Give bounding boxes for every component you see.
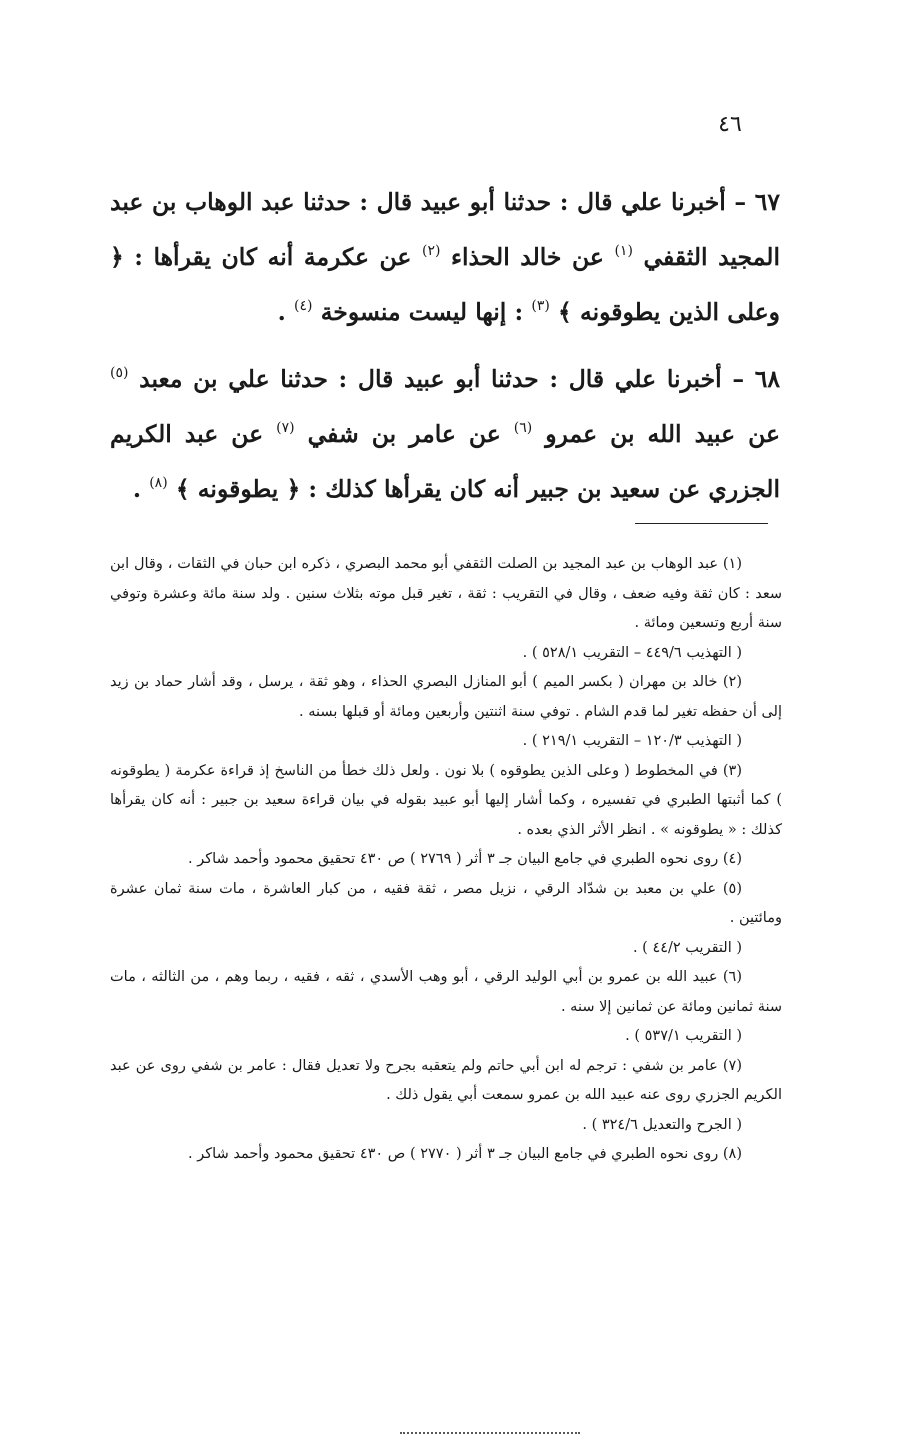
paragraph-number: ٦٧ <box>754 188 780 216</box>
footnote-7-source: ( الجرح والتعديل ٣٢٤/٦ ) . <box>582 1116 742 1133</box>
footnote-separator <box>635 523 768 524</box>
footnote-8: (٨) روى نحوه الطبري في جامع البيان جـ ٣ أثر ( ٢٧٧٠ ) ص ٤٣٠ تحقيق محمود وأحمد شاكر . <box>188 1146 742 1162</box>
paragraph-number: ٦٨ <box>754 365 780 393</box>
footnote-2-source: ( التهذيب ١٢٠/٣ – التقريب ٢١٩/١ ) . <box>522 733 742 749</box>
footnote-3: (٣) في المخطوط ( وعلى الذين يطوقوه ) بلا نون . ولعل ذلك خطأ من الناسخ إذ قراءة عكرمة ( يطوقونه ) كما أثبتها الطبري في تفسيره ، وكما أشار إليها أبو عبيد بقوله في بيان قراءة سعيد بن جبير : أنه كان يقرأها كذلك : « يطوقونه » . انظر الأثر الذي بعده . <box>110 762 782 838</box>
footnote-ref[interactable]: (٤) <box>294 298 313 314</box>
footnote-ref[interactable]: (١) <box>614 243 633 259</box>
footnote-2: (٢) خالد بن مهران ( بكسر الميم ) أبو المنازل البصري الحذاء ، وهو ثقة ، يرسل ، وقد أشار حماد بن زيد إلى أن حفظه تغير لما قدم الشام . توفي سنة اثنتين وأربعين ومائة أو قبلها بسنه . <box>110 674 782 720</box>
paragraph-text: : إنها ليست منسوخة <box>320 298 532 326</box>
footnote-ref[interactable]: (٣) <box>531 298 550 314</box>
paragraph-text: عن عبد الكريم الجزري عن سعيد بن جبير أنه كان يقرأها كذلك : ﴿ يطوقونه ﴾ <box>110 420 780 503</box>
paragraph-text: عن عامر بن شفي <box>307 420 514 448</box>
dash: – <box>721 365 755 393</box>
paragraph-text: أخبرنا علي قال : حدثنا أبو عبيد قال : حدثنا عبد الوهاب بن عبد المجيد الثقفي <box>110 188 780 271</box>
footnotes <box>110 550 782 1170</box>
paragraph-text: عن عبيد الله بن عمرو <box>545 420 780 448</box>
paragraph-text: عن خالد الحذاء <box>450 243 615 271</box>
footnote-5: (٥) علي بن معبد بن شدّاد الرقي ، نزيل مصر ، ثقة فقيه ، من كبار العاشرة ، مات سنة ثمان عشرة ومائتين . <box>110 880 782 926</box>
footnote-ref[interactable]: (٦) <box>513 420 533 436</box>
footnote-ref[interactable]: (٧) <box>276 420 295 436</box>
footnote-5-source: ( التقريب ٤٤/٢ ) . <box>632 939 742 956</box>
footnote-ref[interactable]: (٨) <box>149 475 168 491</box>
footnote-1: (١) عبد الوهاب بن عبد المجيد بن الصلت الثقفي أبو محمد البصري ، ذكره ابن حبان في الثقات ، وقال ابن سعد : كان ثقة وفيه ضعف ، وقال في التقريب : ثقة ، تغير قبل موته بثلاث سنين . ولد سنة مائة وعشرة وتوفي سنة أربع وتسعين ومائة . <box>110 556 782 631</box>
footnote-ref[interactable]: (٥) <box>110 365 129 381</box>
footnote-7: (٧) عامر بن شفي : ترجم له ابن أبي حاتم ولم يتعقبه بجرح ولا تعديل فقال : عامر بن شفي روى عن عبد الكريم الجزري روى عنه عبيد الله بن عمرو سمعت أبي يقول ذلك . <box>110 1057 782 1103</box>
main-text <box>110 175 780 529</box>
footnote-ref[interactable]: (٢) <box>421 243 441 259</box>
scan-marks <box>400 1432 580 1444</box>
dash: – <box>725 188 755 216</box>
paragraph-text: أخبرنا علي قال : حدثنا أبو عبيد قال : حدثنا علي بن معبد <box>139 365 722 393</box>
page-number: ٤٦ <box>718 112 742 137</box>
footnote-6-source: ( التقريب ٥٣٧/١ ) . <box>625 1028 742 1044</box>
paragraph-text: . <box>132 475 150 503</box>
footnote-4: (٤) روى نحوه الطبري في جامع البيان جـ ٣ أثر ( ٢٧٦٩ ) ص ٤٣٠ تحقيق محمود وأحمد شاكر . <box>188 851 742 867</box>
footnote-6: (٦) عبيد الله بن عمرو بن أبي الوليد الرقي ، أبو وهب الأسدي ، ثقه ، فقيه ، ربما وهم ، من الثالثه ، مات سنة ثمانين ومائة عن ثمانين إلا سنه . <box>110 969 782 1015</box>
paragraph-text: . <box>277 298 295 326</box>
paragraph-67 <box>110 175 780 340</box>
footnote-1-source: ( التهذيب ٤٤٩/٦ – التقريب ٥٢٨/١ ) . <box>522 644 742 661</box>
paragraph-text: عن عكرمة أنه كان يقرأها : ﴿ وعلى الذين يطوقونه ﴾ <box>110 243 780 326</box>
paragraph-68 <box>110 352 780 517</box>
